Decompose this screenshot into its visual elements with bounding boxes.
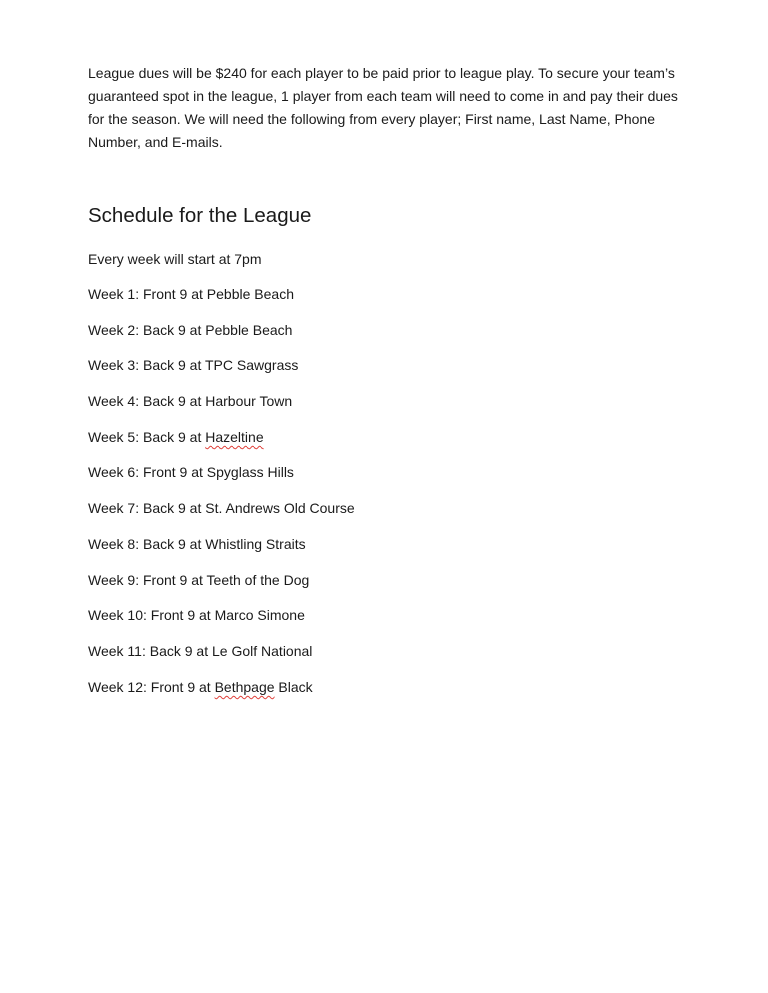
- schedule-item-prefix: Week 9: Front 9 at: [88, 572, 207, 588]
- schedule-item-prefix: Week 4: Back 9 at: [88, 393, 206, 409]
- schedule-item-week-12: [88, 677, 313, 697]
- schedule-item-week-7: [88, 498, 355, 518]
- course-name: Le Golf National: [212, 643, 313, 659]
- schedule-item-week-1: [88, 284, 294, 304]
- intro-paragraph: League dues will be $240 for each player to be paid prior to league play. To secure your team’s guaranteed spot in the league, 1 player from each team will need to come in and pay their dues for the season. We will need the following from every player; First name, Last Name, Phone Number, and E-mails.: [88, 65, 678, 150]
- course-name: TPC Sawgrass: [205, 357, 299, 373]
- course-name: Harbour Town: [205, 393, 293, 409]
- course-name-misspelled[interactable]: Hazeltine: [205, 429, 264, 445]
- schedule-item-week-8: [88, 534, 306, 554]
- schedule-item-week-4: [88, 391, 292, 411]
- course-name: Whistling Straits: [205, 536, 306, 552]
- schedule-item-week-9: [88, 570, 309, 590]
- course-name-suffix: Black: [274, 679, 313, 695]
- course-name: Spyglass Hills: [206, 464, 294, 480]
- schedule-item-prefix: Week 6: Front 9 at: [88, 464, 207, 480]
- schedule-item-prefix: Week 12: Front 9 at: [88, 679, 215, 695]
- schedule-item-prefix: Week 3: Back 9 at: [88, 357, 205, 373]
- course-name: Teeth of the Dog: [206, 572, 310, 588]
- start-time-note: Every week will start at 7pm: [88, 251, 262, 267]
- schedule-item-week-3: [88, 355, 298, 375]
- schedule-item-week-11: [88, 641, 312, 661]
- schedule-item-prefix: Week 11: Back 9 at: [88, 643, 212, 659]
- schedule-item-prefix: Week 5: Back 9 at: [88, 429, 206, 445]
- schedule-item-week-5: [88, 427, 264, 447]
- course-name: Pebble Beach: [205, 322, 293, 338]
- course-name: Pebble Beach: [206, 286, 294, 302]
- schedule-item-prefix: Week 2: Back 9 at: [88, 322, 206, 338]
- schedule-item-week-10: [88, 605, 305, 625]
- schedule-item-week-6: [88, 462, 294, 482]
- course-name: Marco Simone: [214, 607, 305, 623]
- course-name: St. Andrews Old Course: [205, 500, 355, 516]
- schedule-item-week-2: [88, 320, 292, 340]
- schedule-item-prefix: Week 7: Back 9 at: [88, 500, 206, 516]
- course-name-misspelled[interactable]: Bethpage: [214, 679, 275, 695]
- schedule-heading: Schedule for the League: [88, 204, 312, 227]
- schedule-item-prefix: Week 10: Front 9 at: [88, 607, 215, 623]
- schedule-item-prefix: Week 1: Front 9 at: [88, 286, 207, 302]
- schedule-item-prefix: Week 8: Back 9 at: [88, 536, 206, 552]
